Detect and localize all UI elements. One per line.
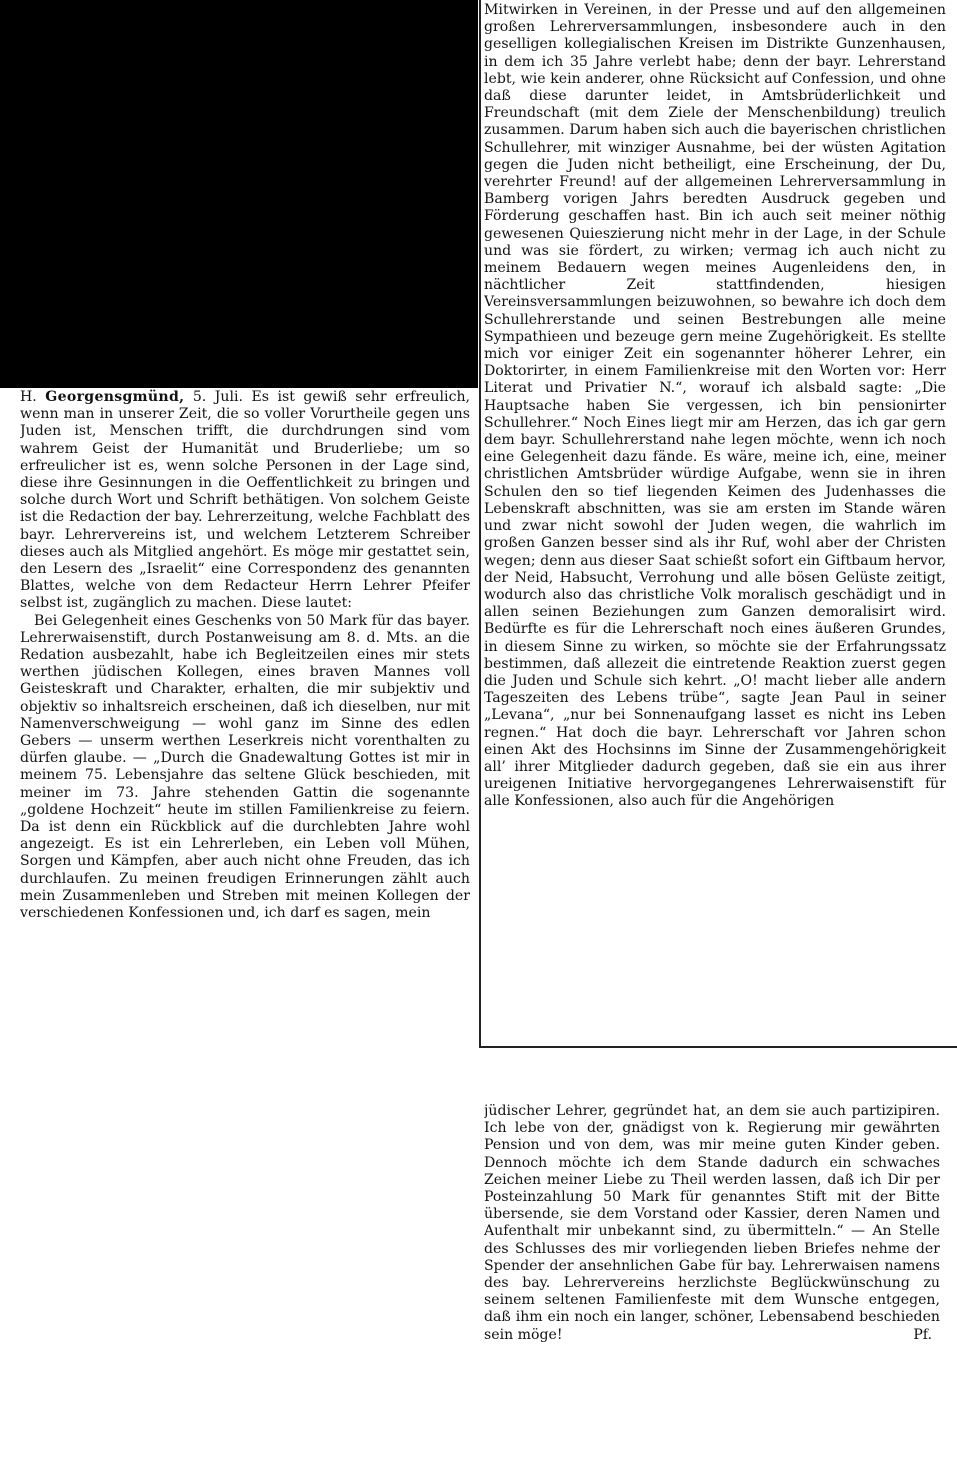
author-signature: Pf.	[913, 1326, 932, 1343]
black-masked-area	[0, 0, 478, 388]
article-intro-paragraph	[20, 389, 470, 613]
intro-text: Es ist gewiß sehr erfreulich, wenn man in unserer Zeit, die so voller Vorurtheile gegen uns Juden ist, Menschen trifft, die durchdrungen sind vom wahrem Geist der Humanität und Bruderliebe; um so erfreulicher ist es, wenn solche Personen in der Lage sind, diese ihre Gesinnungen in die Oeffentlichkeit zu bringen und solche durch Wort und Schrift bethätigen. Von solchem Geiste ist die Redaction der bay. Lehrerzeitung, welche Fachblatt des bayr. Lehrervereins ist, und welchem Letzterem Schreiber dieses auch als Mitglied angehört. Es möge mir gestattet sein, den Lesern des „Israelit“ eine Correspondenz des genannten Blattes, welche von dem Redacteur Herrn Lehrer Pfeifer selbst ist, zugänglich zu machen. Diese lautet:	[20, 389, 470, 612]
section-divider	[479, 1046, 957, 1048]
conclusion-text: jüdischer Lehrer, gegründet hat, an dem sie auch partizipiren. Ich lebe von der, gnädigst von k. Regierung mir gewährten Pension und von dem, was mir meine guten Kinder geben. Dennoch möchte ich dem Stande dadurch ein schwaches Zeichen meiner Liebe zu Theil werden lassen, daß ich Dir per Posteinzahlung 50 Mark für genanntes Stift mit der Bitte übersende, sie dem Vorstand oder Kassier, deren Namen und Aufenthalt mir unbekannt sind, zu übermitteln.“ — An Stelle des Schlusses des mir vorliegenden lieben Briefes nehme der Spender der ansehnlichen Gabe für bay. Lehrerwaisen namens des bay. Lehrervereins herzlichste Beglückwünschung zu seinem seltenen Familienfeste mit dem Wunsche entgegen, daß ihm ein noch ein langer, schöner, Lebensabend beschieden sein möge!	[484, 1103, 940, 1343]
dateline-place: Georgensgmünd,	[45, 389, 185, 405]
column-divider	[479, 0, 481, 1048]
letter-continuation-paragraph: Mitwirken in Vereinen, in der Presse und auf den allgemeinen großen Lehrerversammlungen, insbesondere auch in den geselligen kollegialischen Kreisen im Distrikte Gunzenhausen, in dem ich 35 Jahre verlebt habe; denn der bayr. Lehrerstand lebt, wie kein anderer, ohne Rücksicht auf Confession, und ohne daß diese darunter leidet, in Amtsbrüderlichkeit und Freundschaft (mit dem Ziele der Menschenbildung) treulich zusammen. Darum haben sich auch die bayerischen christlichen Schullehrer, mit winziger Ausnahme, bei der wüsten Agitation gegen die Juden nicht betheiligt, eine Erscheinung, der Du, verehrter Freund! auf der allgemeinen Lehrerversammlung in Bamberg vorigen Jahrs beredten Ausdruck gegeben und Förderung geschaffen hast. Bin ich auch seit meiner nöthig gewesenen Quieszierung nicht mehr in der Lage, in der Schule und was sie fördert, zu wirken; vermag ich auch nicht zu meinem Bedauern wegen meines Augenleidens den, in nächtlicher Zeit stattfindenden, hiesigen Vereinsversammlungen beizuwohnen, so bewahre ich doch dem Schullehrerstande und seinen Bestrebungen alle meine Sympathieen und bezeuge gern meine Zugehörigkeit. Es stellte mich vor einiger Zeit ein sogenannter höherer Lehrer, ein Doktorirter, in einem Familienkreise mit den Worten vor: Herr Literat und Privatier N.“, worauf ich alsbald sagte: „Die Hauptsache haben Sie vergessen, ich bin pensionirter Schullehrer.“ Noch Eines liegt mir am Herzen, das ich gar gern dem bayr. Schullehrerstand nahe legen möchte, wenn ich noch eine Gelegenheit dazu fände. Es wäre, meine ich, eine, meiner christlichen Amtsbrüder würdige Aufgabe, wenn sie in ihren Schulen den so tief liegenden Keimen des Judenhasses die Lebenskraft abschnitten, was sie am ersten im Stande wären und zwar nicht sowohl der Juden wegen, die wahrlich im großen Ganzen besser sind als ihr Ruf, wohl aber der Christen wegen; denn aus dieser Saat schießt sofort ein Giftbaum hervor, der Neid, Habsucht, Verrohung und alle bösen Gelüste zeitigt, wodurch also das christliche Volk moralisch geschädigt und in allen seinen Beziehungen zum Ganzen demoralisirt wird. Bedürfte es für die Lehrerschaft noch eines äußeren Grundes, in diesem Sinne zu wirken, so möchte sie der Erfahrungssatz bestimmen, daß allezeit die eintretende Reaktion zuerst gegen die Juden und Schule sich kehrt. „O! macht lieber alle andern Tageszeiten des Lebens trübe“, sagte Jean Paul in seiner „Levana“, „nur bei Sonnenaufgang lasset es nicht ins Leben regnen.“ Hat doch die bayr. Lehrerschaft vor Jahren schon einen Akt des Hochsinns im Sinne der Zusammengehörigkeit all’ ihrer Mitglieder dadurch gegeben, daß sie ein aus ihrer ureigenen Initiative hervorgegangenes Lehrerwaisenstift für alle Konfessionen, also auch für die Angehörigen	[484, 2, 946, 810]
article-column-right-top	[484, 2, 946, 1045]
quoted-letter-paragraph: Bei Gelegenheit eines Geschenks von 50 Mark für das bayer. Lehrerwaisenstift, durch Postanweisung am 8. d. Mts. an die Redation ausbezahlt, habe ich Begleitzeilen eines mir stets werthen jüdischen Kollegen, eines braven Mannes voll Geisteskraft und Charakter, erhalten, die mir subjektiv und objektiv so inhaltsreich erscheinen, daß ich dieselben, nur mit Namenverschweigung — wohl ganz im Sinne des edlen Gebers — unserm werthen Leserkreis nicht vorenthalten zu dürfen glaube. — „Durch die Gnadewaltung Gottes ist mir in meinem 75. Lebensjahre das seltene Glück beschieden, mit meiner im 73. Jahre stehenden Gattin die sogenannte „goldene Hochzeit“ heute im stillen Familienkreise zu feiern. Da ist denn ein Rückblick auf die durchlebten Jahre wohl angezeigt. Es ist ein Lehrerleben, ein Leben voll Mühen, Sorgen und Kämpfen, aber auch nicht ohne Freuden, das ich durchlaufen. Zu meinen freudigen Erinnerungen zählt auch mein Zusammenleben und Streben mit meinen Kollegen der verschiedenen Konfessionen und, ich darf es sagen, mein	[20, 612, 470, 922]
correspondent-mark: H.	[20, 389, 37, 405]
dateline-date: 5. Juli.	[192, 389, 243, 405]
article-column-right-bottom	[484, 1103, 940, 1459]
article-column-left	[20, 389, 470, 1113]
letter-conclusion-paragraph	[484, 1103, 940, 1344]
